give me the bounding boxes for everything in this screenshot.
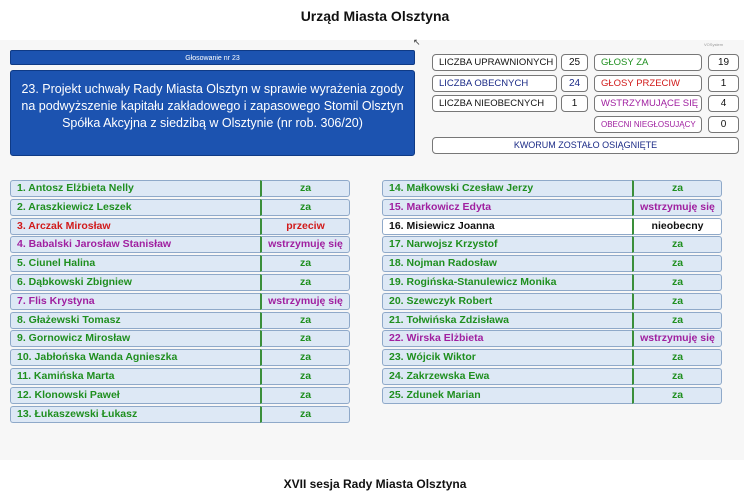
voter-name: 13. Łukaszewski Łukasz (10, 406, 260, 423)
voter-name: 21. Tołwińska Zdzisława (382, 312, 632, 329)
stat-obecnych-label: LICZBA OBECNYCH (432, 75, 557, 92)
voter-name: 24. Zakrzewska Ewa (382, 368, 632, 385)
mouse-cursor-icon: ↖ (413, 37, 421, 47)
stat-uprawnionych-label: LICZBA UPRAWNIONYCH (432, 54, 557, 71)
system-logo: VOSystem (704, 42, 724, 47)
resolution-title: 23. Projekt uchwały Rady Miasta Olsztyn w sprawie wyrażenia zgody na podwyższenie kapitału zakładowego i zapasowego Stomil Olsztyn Spółka Akcyjna z siedzibą w Olsztynie (nr rob. 306/20) (10, 70, 415, 156)
stat-wstrzymujace-value: 4 (708, 95, 739, 112)
voter-name: 22. Wirska Elżbieta (382, 330, 632, 347)
voter-name: 20. Szewczyk Robert (382, 293, 632, 310)
stat-nieglosujacy-value: 0 (708, 116, 739, 133)
voter-name: 15. Markowicz Edyta (382, 199, 632, 216)
voter-vote: za (632, 255, 722, 272)
voter-vote: wstrzymuję się (260, 293, 350, 310)
voter-name: 6. Dąbkowski Zbigniew (10, 274, 260, 291)
voter-vote: za (632, 368, 722, 385)
voter-name: 10. Jabłońska Wanda Agnieszka (10, 349, 260, 366)
vote-number-label: Głosowanie nr 23 (10, 50, 415, 65)
voter-vote: za (632, 349, 722, 366)
voter-name: 9. Gornowicz Mirosław (10, 330, 260, 347)
voter-vote: za (632, 387, 722, 404)
voter-vote: wstrzymuję się (260, 236, 350, 253)
stat-nieobecnych-value: 1 (561, 95, 588, 112)
voter-vote: za (260, 330, 350, 347)
voter-name: 11. Kamińska Marta (10, 368, 260, 385)
voter-name: 12. Klonowski Paweł (10, 387, 260, 404)
voting-screen (0, 37, 744, 460)
voter-name: 8. Głażewski Tomasz (10, 312, 260, 329)
voter-name: 1. Antosz Elżbieta Nelly (10, 180, 260, 197)
stat-obecnych-value: 24 (561, 75, 588, 92)
stat-wstrzymujace-label: WSTRZYMUJĄCE SIĘ (594, 95, 702, 112)
stat-nieglosujacy-label: OBECNI NIEGŁOSUJĄCY (594, 116, 702, 133)
stat-za-value: 19 (708, 54, 739, 71)
voter-name: 5. Ciunel Halina (10, 255, 260, 272)
voter-name: 19. Rogińska-Stanulewicz Monika (382, 274, 632, 291)
quorum-status: KWORUM ZOSTAŁO OSIĄGNIĘTE (432, 137, 739, 154)
voter-vote: wstrzymuję się (632, 330, 722, 347)
voter-name: 18. Nojman Radosław (382, 255, 632, 272)
voter-vote: za (260, 349, 350, 366)
voter-vote: nieobecny (632, 218, 722, 235)
voter-name: 3. Arczak Mirosław (10, 218, 260, 235)
voter-name: 16. Misiewicz Joanna (382, 218, 632, 235)
voter-vote: wstrzymuję się (632, 199, 722, 216)
voter-name: 2. Araszkiewicz Leszek (10, 199, 260, 216)
voter-vote: za (260, 312, 350, 329)
stat-uprawnionych-value: 25 (561, 54, 588, 71)
stat-przeciw-label: GŁOSY PRZECIW (594, 75, 702, 92)
voter-name: 17. Narwojsz Krzystof (382, 236, 632, 253)
voter-vote: za (260, 274, 350, 291)
stat-przeciw-value: 1 (708, 75, 739, 92)
voter-vote: za (632, 312, 722, 329)
page-title: Urząd Miasta Olsztyna (300, 8, 450, 24)
voter-vote: przeciw (260, 218, 350, 235)
voter-name: 7. Flis Krystyna (10, 293, 260, 310)
voter-vote: za (260, 368, 350, 385)
voter-vote: za (632, 293, 722, 310)
stat-nieobecnych-label: LICZBA NIEOBECNYCH (432, 95, 557, 112)
stat-za-label: GŁOSY ZA (594, 54, 702, 71)
voter-vote: za (260, 406, 350, 423)
voter-vote: za (260, 387, 350, 404)
voter-name: 23. Wójcik Wiktor (382, 349, 632, 366)
voter-vote: za (260, 255, 350, 272)
voter-vote: za (260, 199, 350, 216)
session-title: XVII sesja Rady Miasta Olsztyna (283, 477, 467, 491)
voter-vote: za (632, 236, 722, 253)
voter-name: 14. Małkowski Czesław Jerzy (382, 180, 632, 197)
voter-name: 25. Zdunek Marian (382, 387, 632, 404)
voter-name: 4. Babalski Jarosław Stanisław (10, 236, 260, 253)
voter-vote: za (632, 180, 722, 197)
voter-vote: za (632, 274, 722, 291)
voter-vote: za (260, 180, 350, 197)
